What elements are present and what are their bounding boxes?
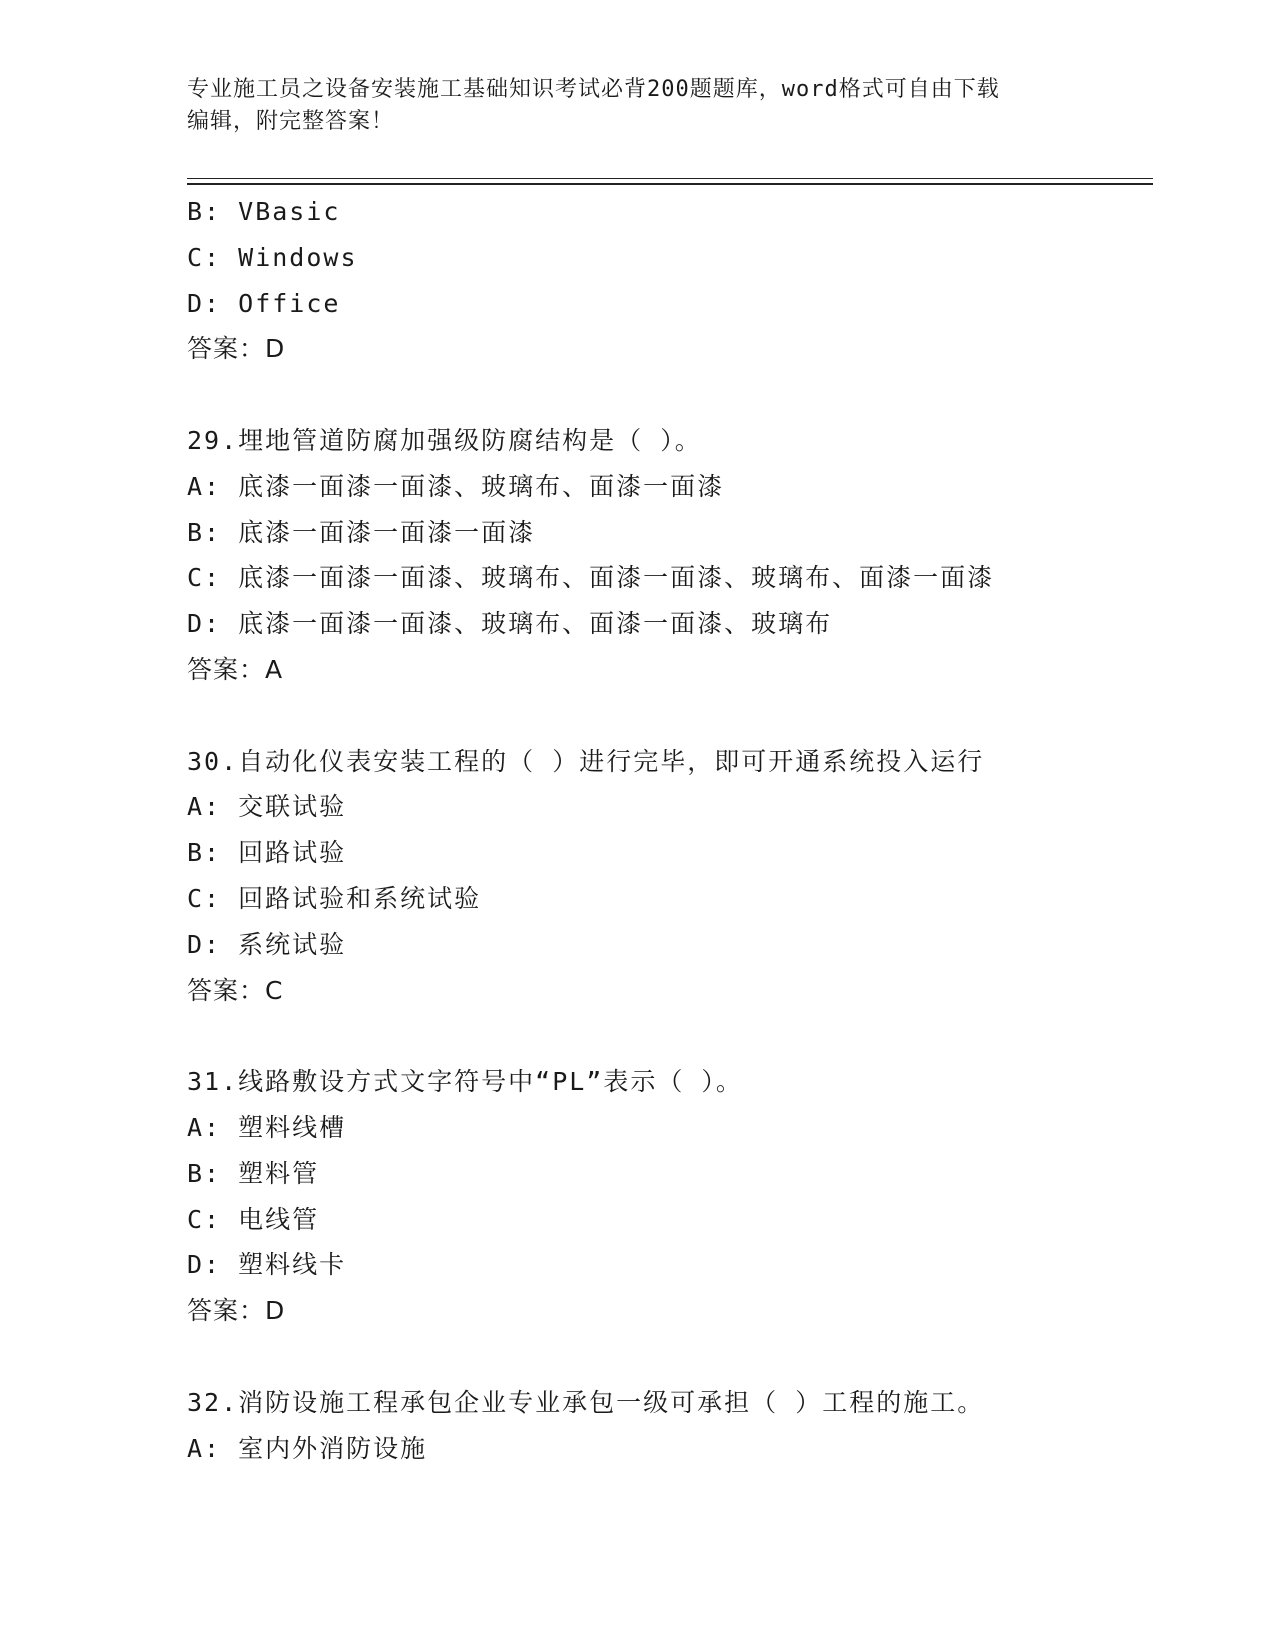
answer-line: 答案：C [187,975,284,1005]
option-d: D: 系统试验 [187,929,347,959]
header-title-line-2: 编辑，附完整答案！ [187,109,395,134]
option-a: A: 室内外消防设施 [187,1433,428,1463]
option-b: B: 回路试验 [187,838,347,868]
option-d: D: 底漆一面漆一面漆、玻璃布、面漆一面漆、玻璃布 [187,609,833,639]
option-b: B: 底漆一面漆一面漆一面漆 [187,517,536,547]
option-a: A: 底漆一面漆一面漆、玻璃布、面漆一面漆 [187,471,725,501]
question-text: 29.埋地管道防腐加强级防腐结构是（ ）。 [187,425,702,455]
header-divider-thin [187,178,1153,179]
question-text: 31.线路敷设方式文字符号中“PL”表示（ ）。 [187,1067,743,1097]
option-c: C: Windows [187,242,358,272]
option-d: D: 塑料线卡 [187,1250,347,1280]
spacer [187,1013,1153,1059]
question-28-continued [187,189,1153,372]
spacer [187,1334,1153,1380]
option-b: B: VBasic [187,197,341,226]
option-d: D: Office [187,288,341,318]
header-title-line-1: 专业施工员之设备安装施工基础知识考试必背200题题库，word格式可自由下载 [187,77,1000,102]
option-b: B: 塑料管 [187,1158,320,1188]
question-31 [187,1059,1153,1334]
question-32 [187,1380,1153,1472]
spacer [187,693,1153,739]
question-text: 30.自动化仪表安装工程的（ ）进行完毕，即可开通系统投入运行 [187,746,985,776]
option-a: A: 交联试验 [187,792,347,822]
option-c: C: 底漆一面漆一面漆、玻璃布、面漆一面漆、玻璃布、面漆一面漆 [187,563,995,593]
answer-line: 答案：D [187,334,286,364]
answer-line: 答案：A [187,654,284,684]
question-list [187,189,1153,1471]
question-text: 32.消防设施工程承包企业专业承包一级可承担（ ）工程的施工。 [187,1387,985,1417]
option-c: C: 电线管 [187,1204,320,1234]
document-header [187,74,1067,138]
question-30 [187,739,1153,1014]
question-29 [187,418,1153,693]
header-divider-thick [187,183,1153,185]
spacer [187,372,1153,418]
answer-line: 答案：D [187,1296,286,1326]
option-c: C: 回路试验和系统试验 [187,883,482,913]
option-a: A: 塑料线槽 [187,1112,347,1142]
